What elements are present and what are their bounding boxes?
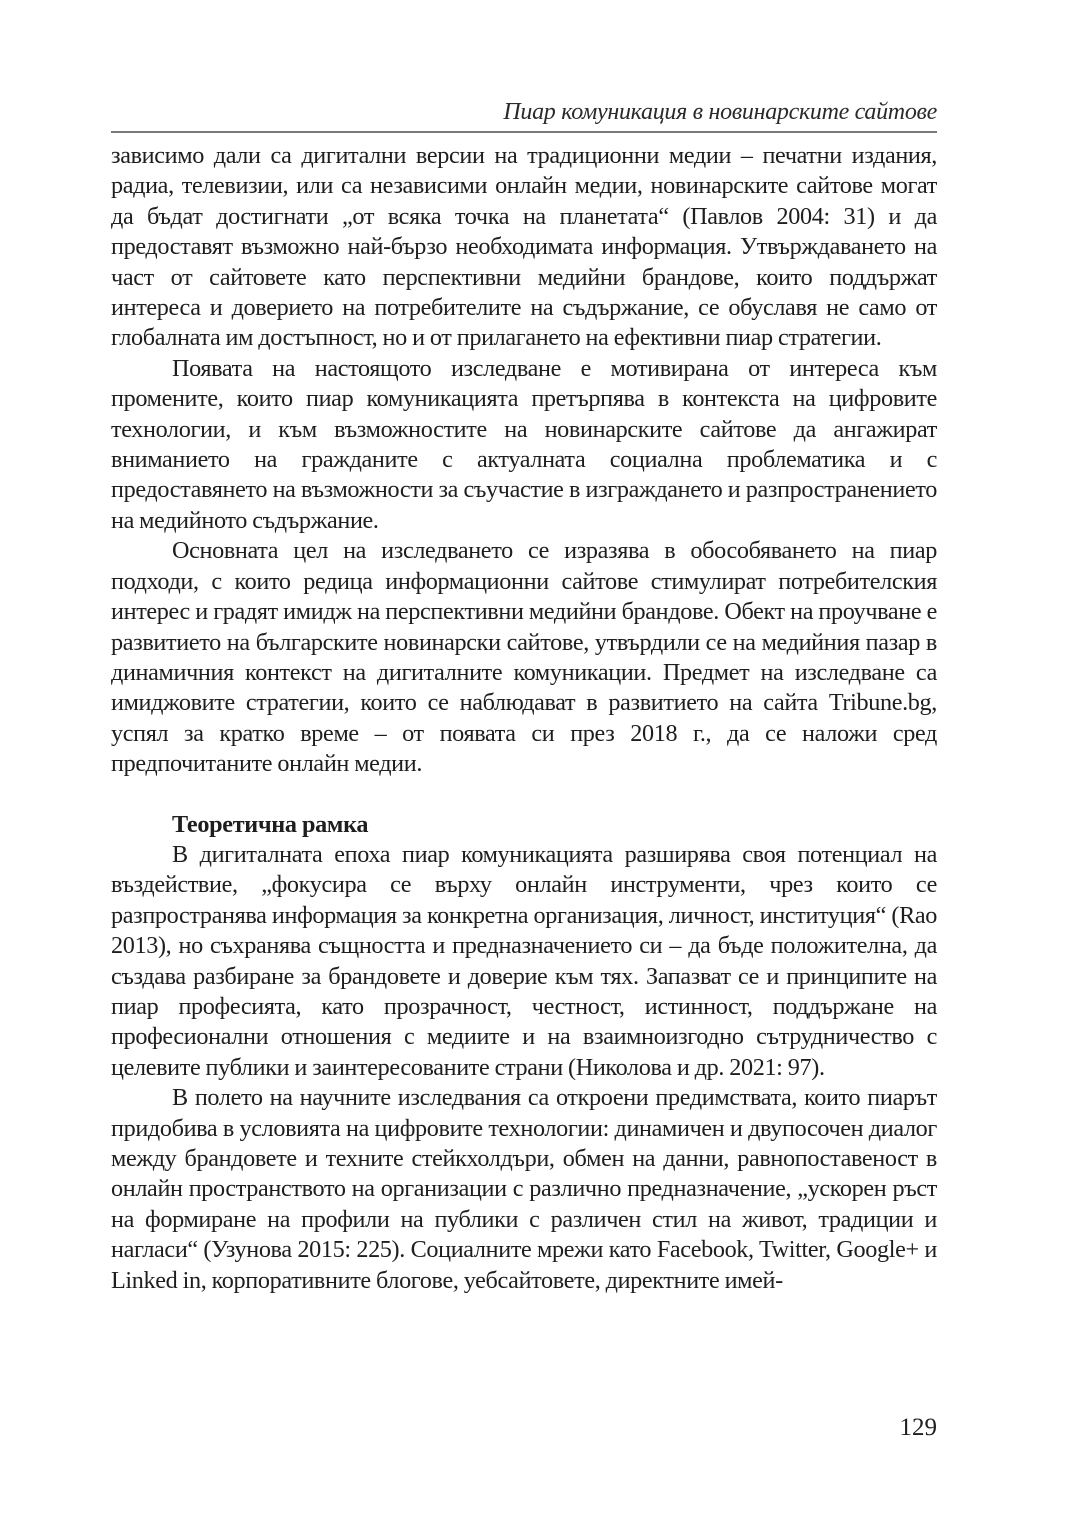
paragraph: В полето на научните изследвания са откроени предимствата, които пиарът придобива в условията на цифровите технологии: динамичен и двупосочен диалог между брандовете и техните стейкхолдъри, обмен на данни, равнопоставеност в онлайн пространството на организации с различно предназначение, „ускорен ръст на формиране на профили на публики с различен стил на живот, традиции и нагласи“ (Узунова 2015: 225). Социалните мрежи като Facebook, Twitter, Google+ и Linked in, корпоративните блогове, уебсайтовете, директните имей-: [111, 1084, 937, 1294]
section-heading: Теоретична рамка: [172, 810, 369, 838]
paragraph: В дигиталната епоха пиар комуникацията разширява своя потенциал на въздействие, „фокусира се върху онлайн инструменти, чрез които се разпространява информация за конкретна организация, личност, институция“ (Rao 2013), но съхранява същността и предназначението си – да бъде положителна, да създава разбиране за брандовете и доверие към тях. Запазват се и принципите на пиар професията, като прозрачност, честност, истинност, поддържане на професионални отношения с медиите и на взаимноизгодно сътрудничество с целевите публики и заинтересованите страни (Николова и др. 2021: 97).: [111, 840, 937, 1081]
header-divider: [111, 131, 937, 133]
body-text: [111, 141, 937, 1296]
document-page: [111, 98, 937, 1296]
page-number: 129: [899, 1414, 937, 1441]
running-header: Пиар комуникация в новинарските сайтове: [503, 99, 937, 125]
paragraph: Основната цел на изследването се изразява в обособяването на пиар подходи, с които редица информационни сайтове стимулират потребителския интерес и градят имидж на перспективни медийни брандове. Обект на проучване е развитието на българските новинарски сайтове, утвърдили се на медийния пазар в динамичния контекст на дигиталните комуникации. Предмет на изследване са имиджовите стратегии, които се наблюдават в развитието на сайта Tribune.bg, успял за кратко време – от появата си през 2018 г., да се наложи сред предпочитаните онлайн медии.: [111, 537, 937, 778]
paragraph: Появата на настоящото изследване е мотивирана от интереса към промените, които пиар комуникацията претърпява в контекста на цифровите технологии, и към възможностите на новинарските сайтове да ангажират вниманието на гражданите с актуалната социална проблематика и с предоставянето на възможности за съучастие в изграждането и разпространението на медийното съдържание.: [111, 354, 937, 534]
paragraph-continued: зависимо дали са дигитални версии на традиционни медии – печатни издания, радиа, телевизии, или са независими онлайн медии, новинарските сайтове могат да бъдат достигнати „от всяка точка на планетата“ (Павлов 2004: 31) и да предоставят възможно най-бързо необходимата информация. Утвърждаването на част от сайтовете като перспективни медийни брандове, които поддържат интереса и доверието на потребителите на съдържание, се обуславя не само от глобалната им достъпност, но и от прилагането на ефективни пиар стратегии.: [111, 142, 937, 352]
